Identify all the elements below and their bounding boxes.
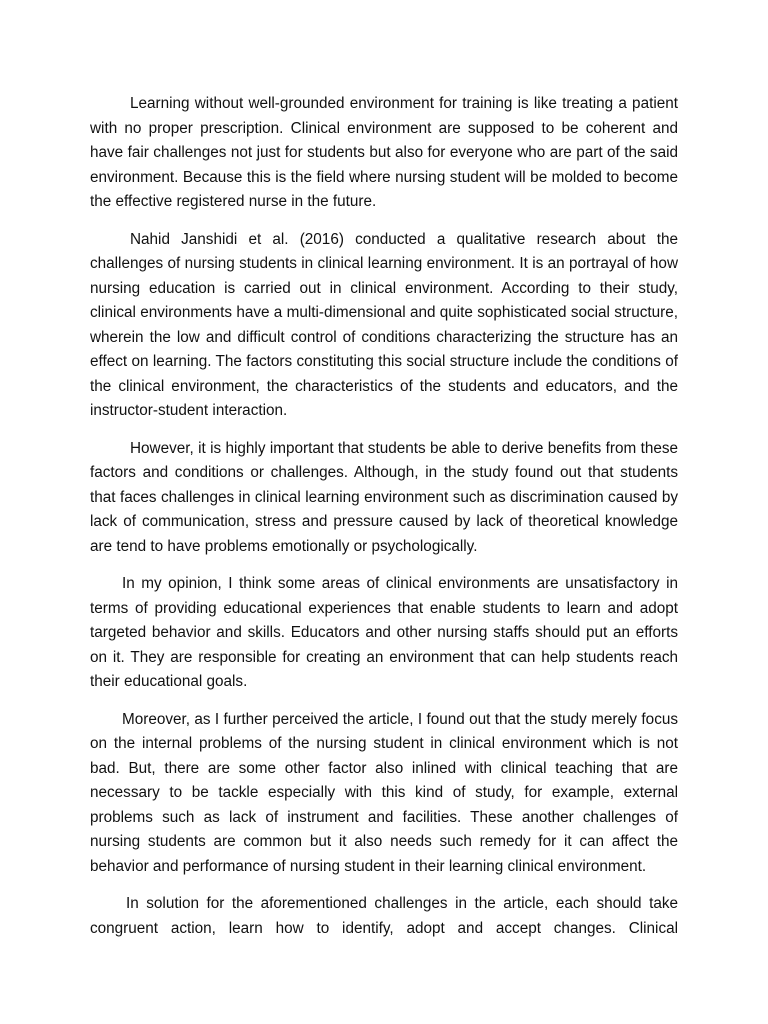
document-page bbox=[90, 92, 678, 954]
paragraph-intro: Learning without well-grounded environment for training is like treating a patient with no proper prescription. Clinical environment are supposed to be coherent and have fair challenges not just for students but also for everyone who are part of the said environment. Because this is the field where nursing student will be molded to become the effective registered nurse in the future. bbox=[90, 95, 678, 210]
paragraph-janshidi-study: Nahid Janshidi et al. (2016) conducted a qualitative research about the challenges of nursing students in clinical learning environment. It is an portrayal of how nursing education is carried out in clinical environment. According to their study, clinical environments have a multi-dimensional and quite sophisticated social structure, wherein the low and difficult control of conditions characterizing the structure has an effect on learning. The factors constituting this social structure include the conditions of the clinical environment, the characteristics of the students and educators, and the instructor-student interaction. bbox=[90, 230, 678, 419]
paragraph-moreover: Moreover, as I further perceived the article, I found out that the study merely focus on the internal problems of the nursing student in clinical environment which is not bad. But, there are some other factor also inlined with clinical teaching that are necessary to be tackle especially with this kind of study, for example, external problems such as lack of instrument and facilities. These another challenges of nursing students are common but it also needs such remedy for it can affect the behavior and performance of nursing student in their learning clinical environment. bbox=[90, 710, 678, 875]
paragraph-solution: In solution for the aforementioned challenges in the article, each should take congruent action, learn how to identify, adopt and accept changes. Clinical bbox=[90, 895, 678, 937]
paragraph-benefits: However, it is highly important that students be able to derive benefits from these factors and conditions or challenges. Although, in the study found out that students that faces challenges in clinical learning environment such as discrimination caused by lack of communication, stress and pressure caused by lack of theoretical knowledge are tend to have problems emotionally or psychologically. bbox=[90, 439, 678, 555]
paragraph-opinion: In my opinion, I think some areas of clinical environments are unsatisfactory in terms of providing educational experiences that enable students to learn and adopt targeted behavior and skills. Educators and other nursing staffs should put an efforts on it. They are responsible for creating an environment that can help students reach their educational goals. bbox=[90, 575, 678, 690]
